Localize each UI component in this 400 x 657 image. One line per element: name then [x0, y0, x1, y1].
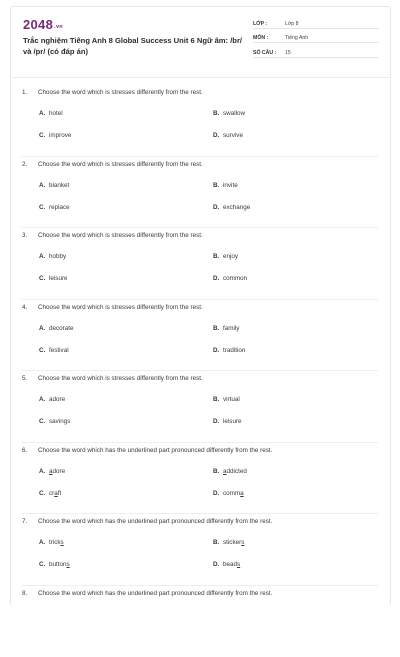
- question-text: [22, 161, 203, 168]
- worksheet-page: [10, 6, 391, 606]
- option-text: enjoy: [223, 253, 238, 260]
- question-text: [22, 89, 203, 96]
- option-letter: D.: [213, 204, 223, 211]
- question-prompt: Choose the word which is stresses differently from the rest.: [38, 375, 203, 382]
- question-text: [22, 375, 203, 382]
- question-prompt: Choose the word which is stresses differently from the rest.: [38, 232, 203, 239]
- option-text: survive: [223, 132, 243, 139]
- option-letter: D.: [213, 418, 223, 425]
- option-letter: B.: [213, 110, 223, 117]
- question-number: 6.: [22, 447, 38, 454]
- option-letter: C.: [39, 204, 49, 211]
- logo-suffix: .vn: [54, 24, 63, 30]
- option-text: invite: [223, 182, 238, 189]
- answer-option-d[interactable]: [213, 275, 247, 282]
- question-item: [21, 443, 378, 515]
- answer-option-b[interactable]: [213, 396, 240, 403]
- answer-option-c[interactable]: [39, 347, 69, 354]
- answer-option-a[interactable]: [39, 110, 63, 117]
- question-item: [21, 85, 378, 157]
- option-letter: B.: [213, 325, 223, 332]
- option-text: leisure: [49, 275, 68, 282]
- answer-option-c[interactable]: [39, 204, 70, 211]
- header-divider: [11, 77, 390, 78]
- answer-option-d[interactable]: [213, 204, 250, 211]
- answer-option-a[interactable]: [39, 539, 64, 546]
- option-text: leisure: [223, 418, 242, 425]
- answer-option-c[interactable]: [39, 132, 71, 139]
- answer-option-c[interactable]: [39, 418, 70, 425]
- option-underlined-part: s: [241, 539, 244, 546]
- option-underlined-part: a: [49, 468, 53, 475]
- question-item: [21, 228, 378, 300]
- option-letter: C.: [39, 561, 49, 568]
- option-letter: A.: [39, 253, 49, 260]
- option-text: festival: [49, 347, 69, 354]
- option-letter: A.: [39, 396, 49, 403]
- meta-key: LỚP :: [253, 21, 285, 27]
- option-text: savings: [49, 418, 70, 425]
- question-prompt: Choose the word which is stresses differently from the rest.: [38, 89, 203, 96]
- answer-option-a[interactable]: [39, 325, 74, 332]
- question-prompt: Choose the word which has the underlined part pronounced differently from the rest.: [38, 447, 272, 454]
- meta-key: SỐ CÂU :: [253, 50, 285, 56]
- option-letter: D.: [213, 132, 223, 139]
- answer-option-b[interactable]: [213, 253, 238, 260]
- option-text: blanket: [49, 182, 69, 189]
- option-letter: B.: [213, 396, 223, 403]
- answer-option-b[interactable]: [213, 325, 239, 332]
- question-list: [11, 85, 390, 657]
- option-text: tradition: [223, 347, 245, 354]
- option-text-pre: cr: [49, 490, 54, 497]
- worksheet-header: [11, 7, 390, 77]
- meta-key: MÔN :: [253, 35, 285, 41]
- option-text-pre: trick: [49, 539, 61, 546]
- option-letter: D.: [213, 490, 223, 497]
- option-underlined-part: s: [61, 539, 64, 546]
- option-underlined-part: a: [240, 490, 244, 497]
- answer-option-b[interactable]: [213, 182, 238, 189]
- question-number: 4.: [22, 304, 38, 311]
- meta-value: Lớp 8: [285, 21, 299, 27]
- option-text-pre: bead: [223, 561, 237, 568]
- answer-option-d[interactable]: [213, 347, 245, 354]
- option-letter: A.: [39, 182, 49, 189]
- option-letter: B.: [213, 253, 223, 260]
- question-item: [21, 371, 378, 443]
- site-logo[interactable]: [23, 17, 63, 32]
- option-letter: B.: [213, 539, 223, 546]
- answer-option-d[interactable]: [213, 132, 243, 139]
- option-letter: D.: [213, 561, 223, 568]
- option-text: replace: [49, 204, 70, 211]
- option-letter: D.: [213, 275, 223, 282]
- option-text-pre: button: [49, 561, 67, 568]
- answer-option-c[interactable]: [39, 275, 68, 282]
- option-text: adore: [49, 396, 65, 403]
- option-underlined-part: s: [67, 561, 70, 568]
- question-item: [21, 300, 378, 372]
- answer-option-c[interactable]: [39, 561, 70, 568]
- option-letter: C.: [39, 347, 49, 354]
- question-item: [21, 586, 378, 657]
- answer-option-a[interactable]: [39, 253, 66, 260]
- option-letter: A.: [39, 110, 49, 117]
- option-letter: C.: [39, 275, 49, 282]
- option-text: decorate: [49, 325, 74, 332]
- question-number: 2.: [22, 161, 38, 168]
- question-number: 7.: [22, 518, 38, 525]
- answer-option-d[interactable]: [213, 490, 244, 497]
- option-letter: A.: [39, 539, 49, 546]
- answer-option-b[interactable]: [213, 110, 245, 117]
- option-letter: C.: [39, 132, 49, 139]
- option-text-pre: sticker: [223, 539, 241, 546]
- page-title: Trắc nghiệm Tiếng Anh 8 Global Success Unit 6 Ngữ âm: /br/ và /pr/ (có đáp án): [23, 35, 248, 57]
- worksheet-meta: [253, 17, 379, 60]
- question-text: [22, 304, 203, 311]
- option-text-pre: comm: [223, 490, 240, 497]
- question-prompt: Choose the word which has the underlined part pronounced differently from the rest.: [38, 590, 272, 597]
- question-number: 8.: [22, 590, 38, 597]
- option-text-post: ft: [58, 490, 62, 497]
- option-text-post: dore: [53, 468, 66, 475]
- option-underlined-part: s: [237, 561, 240, 568]
- option-letter: B.: [213, 182, 223, 189]
- question-prompt: Choose the word which has the underlined part pronounced differently from the rest.: [38, 518, 272, 525]
- answer-option-a[interactable]: [39, 182, 69, 189]
- option-text: virtual: [223, 396, 240, 403]
- option-text-post: ddicted: [227, 468, 247, 475]
- option-letter: A.: [39, 325, 49, 332]
- question-text: [22, 447, 272, 454]
- logo-text: 2048: [23, 17, 53, 32]
- option-text: exchange: [223, 204, 250, 211]
- answer-option-a[interactable]: [39, 396, 65, 403]
- question-text: [22, 232, 203, 239]
- option-letter: D.: [213, 347, 223, 354]
- option-text: common: [223, 275, 247, 282]
- option-text: hotel: [49, 110, 63, 117]
- question-number: 1.: [22, 89, 38, 96]
- question-item: [21, 157, 378, 229]
- question-text: [22, 518, 272, 525]
- option-text: swallow: [223, 110, 245, 117]
- answer-option-b[interactable]: [213, 539, 244, 546]
- meta-value: 15: [285, 50, 291, 56]
- option-letter: C.: [39, 490, 49, 497]
- option-letter: B.: [213, 468, 223, 475]
- option-underlined-part: a: [54, 490, 58, 497]
- option-text: family: [223, 325, 239, 332]
- question-prompt: Choose the word which is stresses differently from the rest.: [38, 304, 203, 311]
- question-number: 3.: [22, 232, 38, 239]
- meta-subject-row: [253, 31, 379, 43]
- option-text: improve: [49, 132, 71, 139]
- option-letter: A.: [39, 468, 49, 475]
- answer-option-b[interactable]: [213, 468, 247, 475]
- option-underlined-part: a: [223, 468, 227, 475]
- option-letter: C.: [39, 418, 49, 425]
- question-number: 5.: [22, 375, 38, 382]
- meta-class-row: [253, 17, 379, 29]
- answer-option-c[interactable]: [39, 490, 61, 497]
- question-text: [22, 590, 272, 597]
- answer-option-d[interactable]: [213, 418, 242, 425]
- meta-value: Tiếng Anh: [285, 35, 308, 41]
- question-item: [21, 514, 378, 586]
- meta-count-row: [253, 46, 379, 58]
- question-prompt: Choose the word which is stresses differently from the rest.: [38, 161, 203, 168]
- answer-option-a[interactable]: [39, 468, 65, 475]
- option-text: hobby: [49, 253, 66, 260]
- answer-option-d[interactable]: [213, 561, 240, 568]
